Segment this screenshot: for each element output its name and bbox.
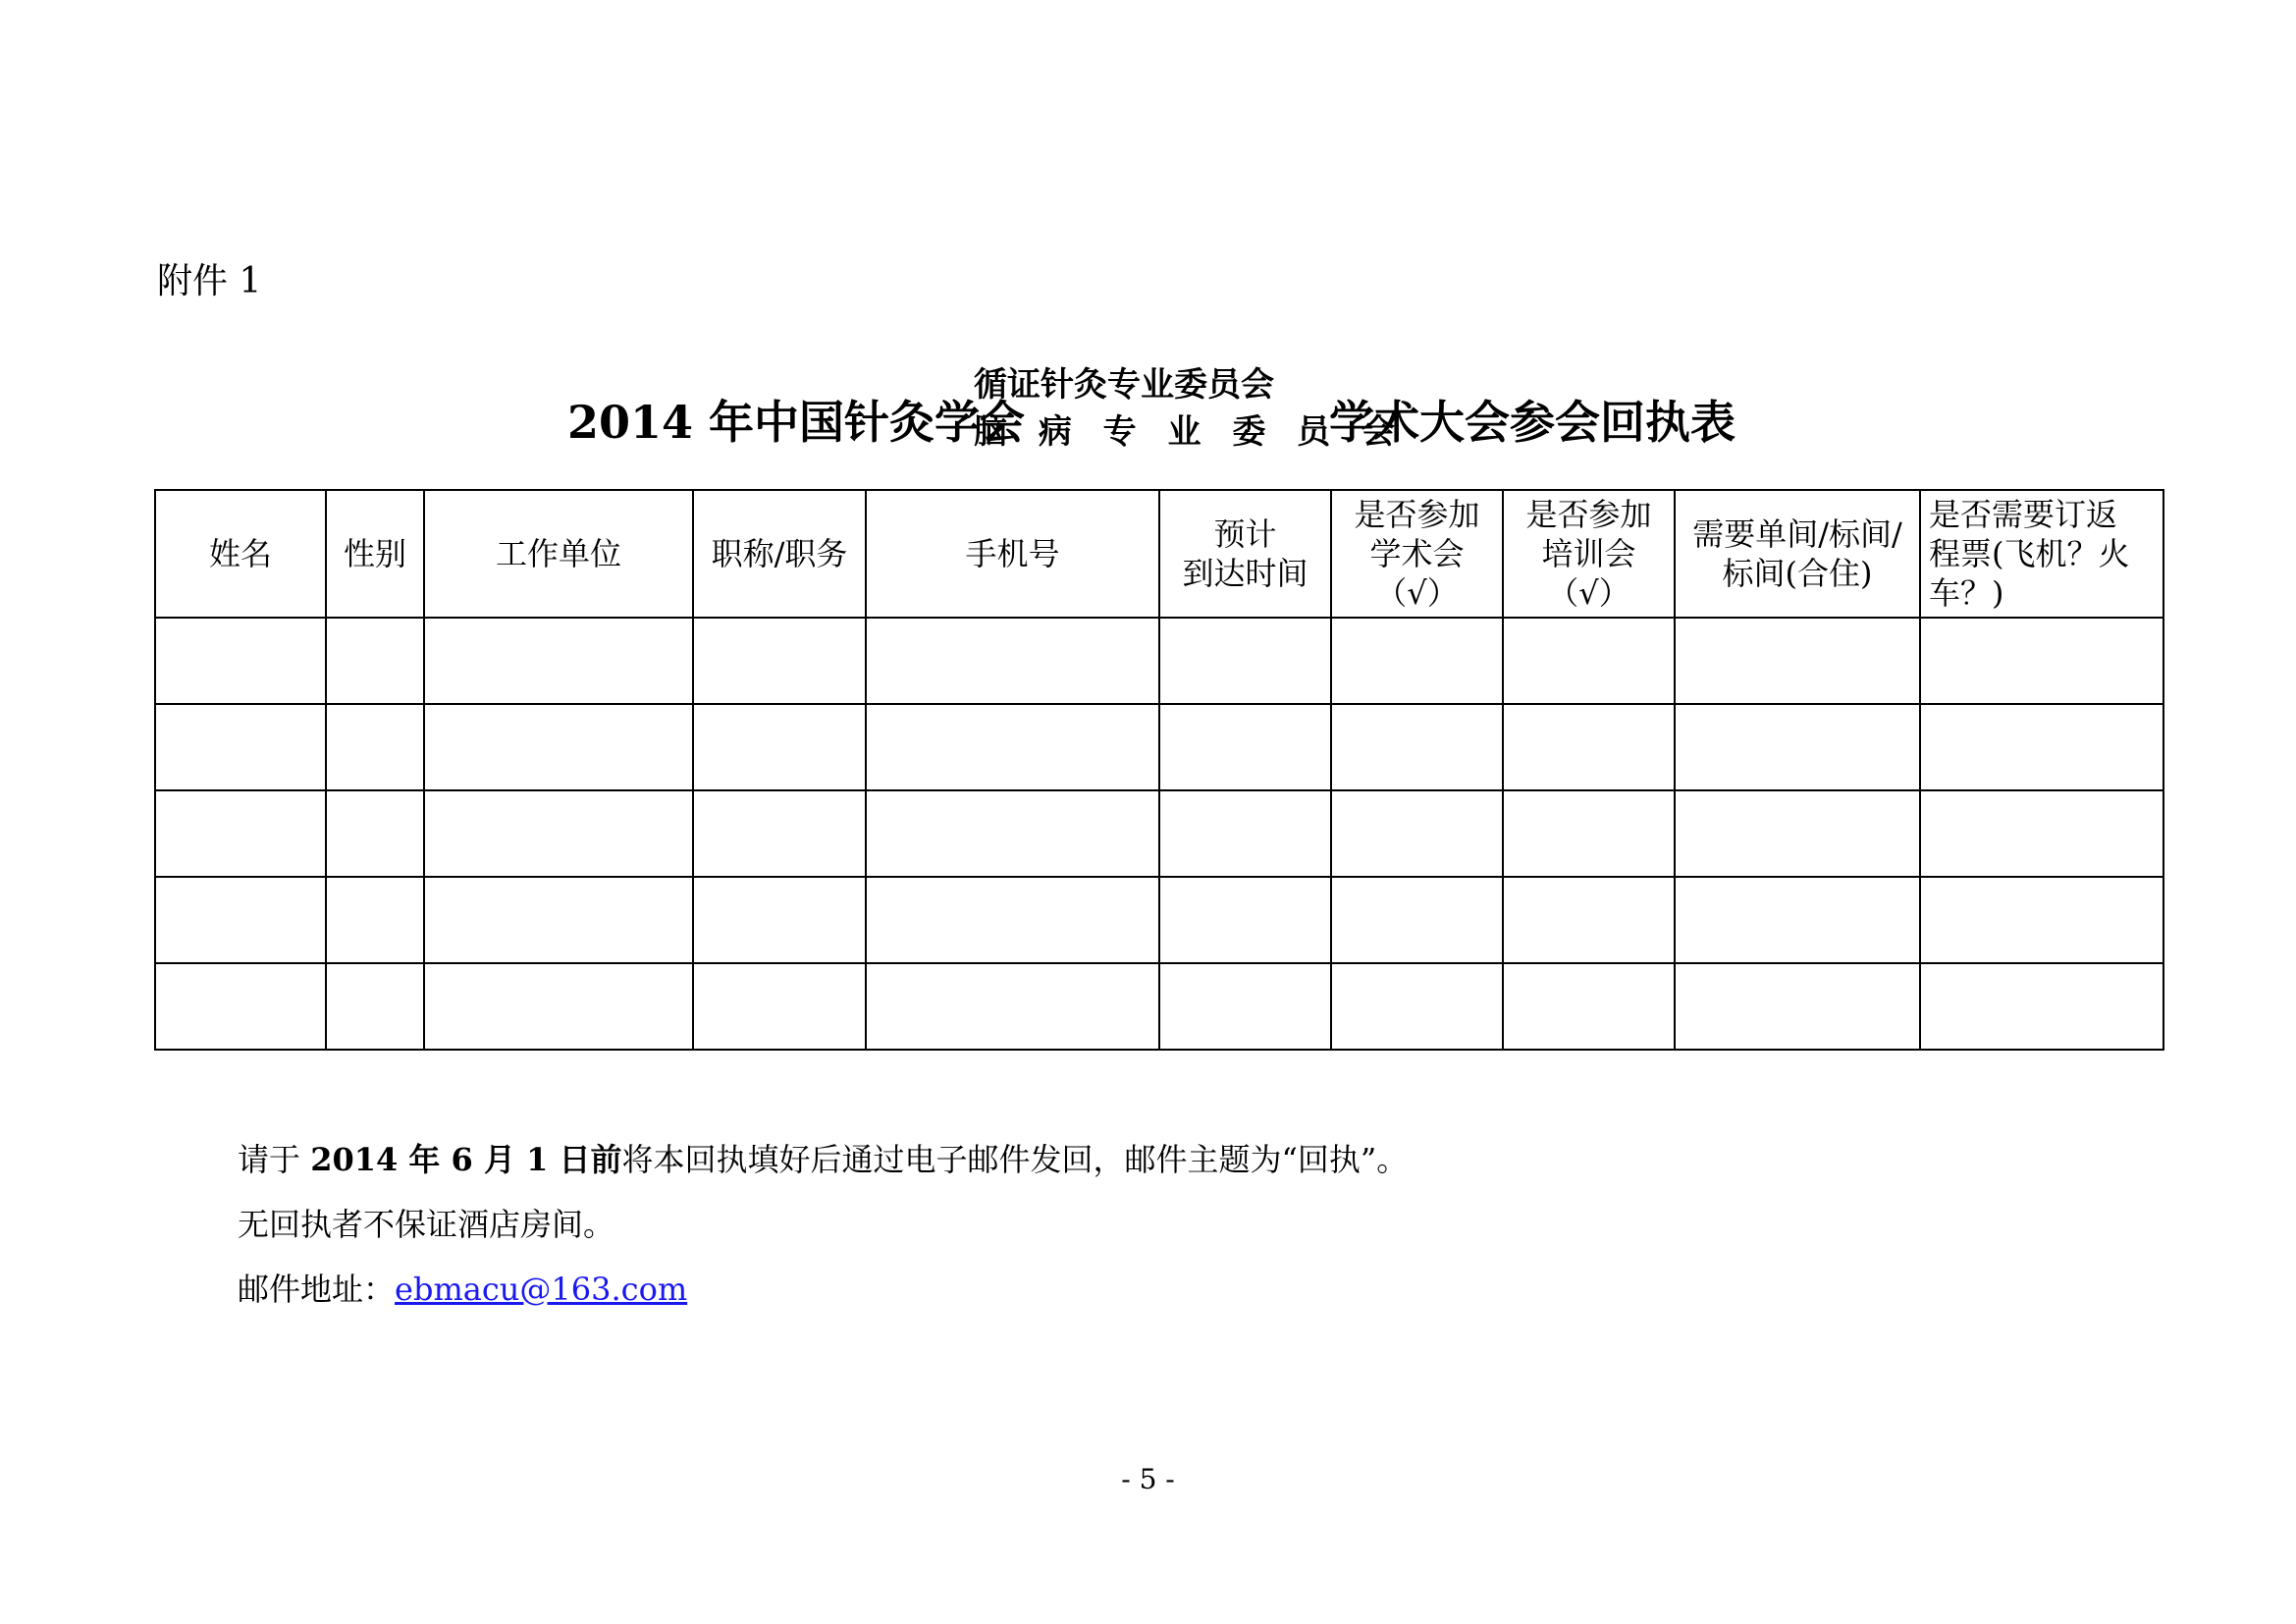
form-title <box>0 353 2296 452</box>
table-cell[interactable] <box>693 618 866 704</box>
table-cell[interactable] <box>693 877 866 963</box>
page-number: - 5 - <box>1121 1463 1175 1495</box>
table-row <box>155 790 2163 877</box>
title-part1: 2014 年中国针灸学会 <box>567 396 1026 449</box>
table-cell[interactable] <box>155 877 326 963</box>
table-cell[interactable] <box>1920 704 2163 790</box>
header-return-ticket: 是否需要订返 程票(飞机？火 车？) <box>1920 490 2163 618</box>
table-cell[interactable] <box>1503 790 1675 877</box>
table-cell[interactable] <box>693 704 866 790</box>
deadline-note <box>238 1127 1408 1192</box>
header-name: 姓名 <box>155 490 326 618</box>
table-cell[interactable] <box>866 877 1159 963</box>
header-attend-conference: 是否参加 学术会 （√） <box>1331 490 1503 618</box>
table-cell[interactable] <box>1331 704 1503 790</box>
table-cell[interactable] <box>866 704 1159 790</box>
table-row <box>155 704 2163 790</box>
title-part2: 学术大会参会回执表 <box>1329 396 1735 449</box>
header-phone: 手机号 <box>866 490 1159 618</box>
deadline-date: 2014 年 6 月 1 日前 <box>310 1141 622 1178</box>
table-cell[interactable] <box>424 963 693 1050</box>
table-cell[interactable] <box>1675 704 1920 790</box>
table-cell[interactable] <box>326 618 424 704</box>
attachment-label: 附件 1 <box>157 261 262 301</box>
header-gender: 性别 <box>326 490 424 618</box>
table-cell[interactable] <box>1503 618 1675 704</box>
table-cell[interactable] <box>1675 790 1920 877</box>
title-committee-line1: 循证针灸专业委员会 <box>974 365 1274 405</box>
registration-table <box>154 489 2164 1051</box>
email-label: 邮件地址： <box>238 1271 396 1308</box>
table-cell[interactable] <box>1675 618 1920 704</box>
table-cell[interactable] <box>1331 790 1503 877</box>
table-cell[interactable] <box>424 704 693 790</box>
table-cell[interactable] <box>1159 704 1331 790</box>
table-cell[interactable] <box>1675 963 1920 1050</box>
table-cell[interactable] <box>1159 963 1331 1050</box>
table-cell[interactable] <box>866 790 1159 877</box>
table-cell[interactable] <box>1331 963 1503 1050</box>
header-title-position: 职称/职务 <box>693 490 866 618</box>
table-row <box>155 877 2163 963</box>
table-cell[interactable] <box>693 790 866 877</box>
table-cell[interactable] <box>424 877 693 963</box>
table-cell[interactable] <box>866 618 1159 704</box>
table-cell[interactable] <box>1920 790 2163 877</box>
table-cell[interactable] <box>1675 877 1920 963</box>
table-cell[interactable] <box>1331 618 1503 704</box>
table-cell[interactable] <box>1920 963 2163 1050</box>
table-row <box>155 963 2163 1050</box>
table-cell[interactable] <box>424 790 693 877</box>
table-cell[interactable] <box>1503 963 1675 1050</box>
table-cell[interactable] <box>1920 877 2163 963</box>
table-cell[interactable] <box>155 790 326 877</box>
header-arrival-time: 预计 到达时间 <box>1159 490 1331 618</box>
email-line <box>238 1257 1408 1322</box>
table-cell[interactable] <box>1159 790 1331 877</box>
table-cell[interactable] <box>1331 877 1503 963</box>
table-cell[interactable] <box>326 704 424 790</box>
table-cell[interactable] <box>1159 618 1331 704</box>
deadline-note-prefix: 请于 <box>238 1141 311 1178</box>
table-cell[interactable] <box>155 963 326 1050</box>
header-attend-training: 是否参加 培训会 （√） <box>1503 490 1675 618</box>
title-committee-line2: 脑 病 专 业 委 员 会 <box>974 412 1406 452</box>
header-room-type: 需要单间/标间/ 标间(合住) <box>1675 490 1920 618</box>
hotel-note: 无回执者不保证酒店房间。 <box>238 1206 615 1243</box>
email-link[interactable]: ebmacu@163.com <box>395 1271 688 1308</box>
table-row <box>155 618 2163 704</box>
table-cell[interactable] <box>693 963 866 1050</box>
table-cell[interactable] <box>326 877 424 963</box>
table-cell[interactable] <box>1503 704 1675 790</box>
header-workplace: 工作单位 <box>424 490 693 618</box>
table-cell[interactable] <box>424 618 693 704</box>
table-cell[interactable] <box>326 790 424 877</box>
deadline-note-suffix: 将本回执填好后通过电子邮件发回，邮件主题为“回执”。 <box>621 1141 1409 1178</box>
table-cell[interactable] <box>1920 618 2163 704</box>
table-cell[interactable] <box>155 618 326 704</box>
table-header-row <box>155 490 2163 618</box>
table-cell[interactable] <box>155 704 326 790</box>
table-cell[interactable] <box>326 963 424 1050</box>
table-cell[interactable] <box>1159 877 1331 963</box>
notes <box>238 1127 1408 1322</box>
table-cell[interactable] <box>866 963 1159 1050</box>
table-cell[interactable] <box>1503 877 1675 963</box>
